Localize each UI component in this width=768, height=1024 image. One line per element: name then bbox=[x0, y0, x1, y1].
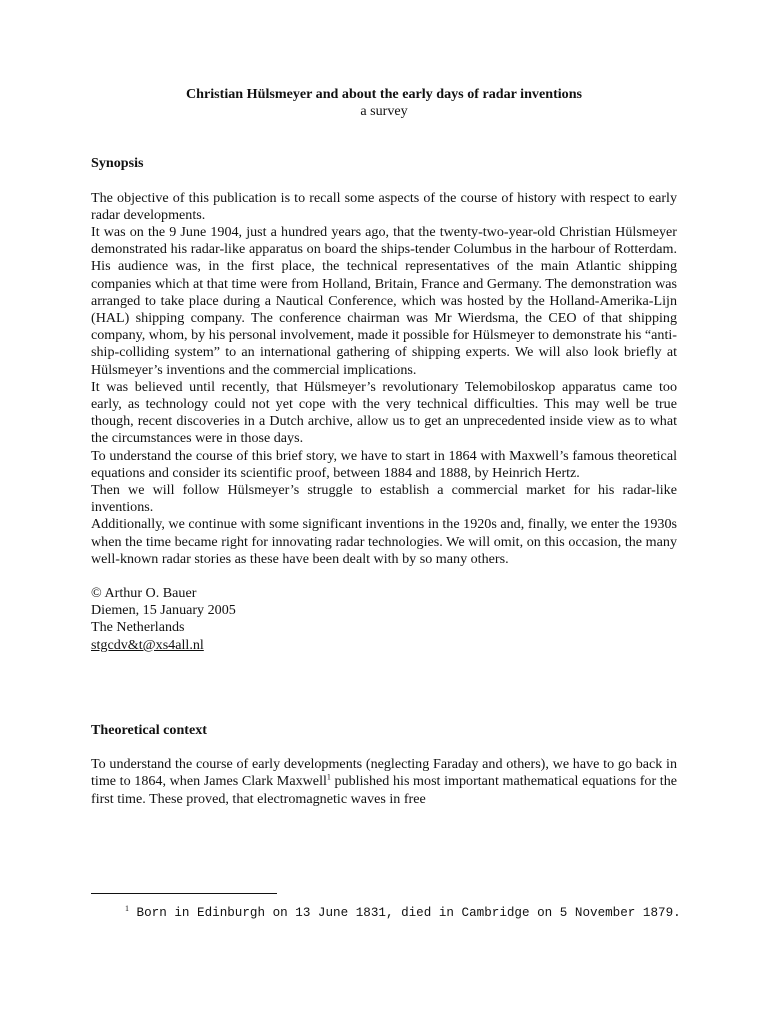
place-date-line: Diemen, 15 January 2005 bbox=[91, 602, 236, 619]
synopsis-paragraph: It was on the 9 June 1904, just a hundred years ago, that the twenty-two-year-old Christian Hülsmeyer demonstrated his radar-like apparatus on board the ships-tender Columbus in the harbour of Rotterdam. His audience was, in the first place, the technical representatives of the main Atlantic shipping companies which at that time were from Holland, Britain, France and Germany. The demonstration was arranged to take place during a Nautical Conference, which was hosted by the Holland-Amerika-Lijn (HAL) shipping company. The conference chairman was Mr Wierdsma, the CEO of that shipping company, whom, by his personal involvement, made it possible for Hülsmeyer to demonstrate his “anti-ship-colliding system” to an international gathering of shipping experts. We will also look briefly at Hülsmeyer’s inventions and the commercial implications. bbox=[91, 224, 677, 378]
document-title: Christian Hülsmeyer and about the early days of radar inventions bbox=[185, 86, 583, 102]
author-signature bbox=[91, 585, 677, 654]
document-body bbox=[91, 86, 677, 808]
theoretical-context-heading: Theoretical context bbox=[91, 721, 207, 738]
copyright-line: © Arthur O. Bauer bbox=[91, 585, 197, 602]
synopsis-paragraph: The objective of this publication is to recall some aspects of the course of history with respect to early radar developments. bbox=[91, 189, 677, 223]
country-line: The Netherlands bbox=[91, 619, 185, 636]
footnote bbox=[91, 903, 681, 922]
synopsis-paragraph: Then we will follow Hülsmeyer’s struggle to establish a commercial market for his radar-like inventions. bbox=[91, 482, 677, 516]
document-subtitle: a survey bbox=[360, 103, 408, 120]
synopsis-paragraph: To understand the course of this brief story, we have to start in 1864 with Maxwell’s famous theoretical equations and consider its scientific proof, between 1884 and 1888, by Heinrich Hertz. bbox=[91, 447, 677, 481]
synopsis-paragraph: Additionally, we continue with some significant inventions in the 1920s and, finally, we enter the 1930s when the time became right for innovating radar technologies. We will omit, on this occasion, the many well-known radar stories as these have been dealt with by so many others. bbox=[91, 516, 677, 567]
synopsis-heading: Synopsis bbox=[91, 155, 144, 172]
theory-text-before: To understand the course of early developments (neglecting Faraday and others), we have to go back in time to 1864, when James Clark Maxwell bbox=[91, 756, 677, 790]
theory-text-after: published his most important mathematical equations for the first time. These proved, that electromagnetic waves in free bbox=[91, 773, 678, 807]
footnote-reference[interactable]: 1 bbox=[326, 772, 331, 782]
footnote-number: 1 bbox=[125, 903, 129, 913]
author-email-link[interactable]: stgcdv&t@xs4all.nl bbox=[91, 636, 204, 653]
synopsis-section bbox=[91, 190, 677, 568]
footnote-text: Born in Edinburgh on 13 June 1831, died in Cambridge on 5 November 1879. bbox=[129, 906, 681, 920]
theoretical-context-paragraph bbox=[91, 756, 677, 808]
synopsis-paragraph: It was believed until recently, that Hülsmeyer’s revolutionary Telemobiloskop apparatus came too early, as technology could not yet cope with the very technical difficulties. This may well be true though, recent discoveries in a Dutch archive, allow us to get an unprecedented inside view as to what the circumstances were in those days. bbox=[91, 378, 677, 447]
footnote-separator bbox=[91, 893, 277, 894]
